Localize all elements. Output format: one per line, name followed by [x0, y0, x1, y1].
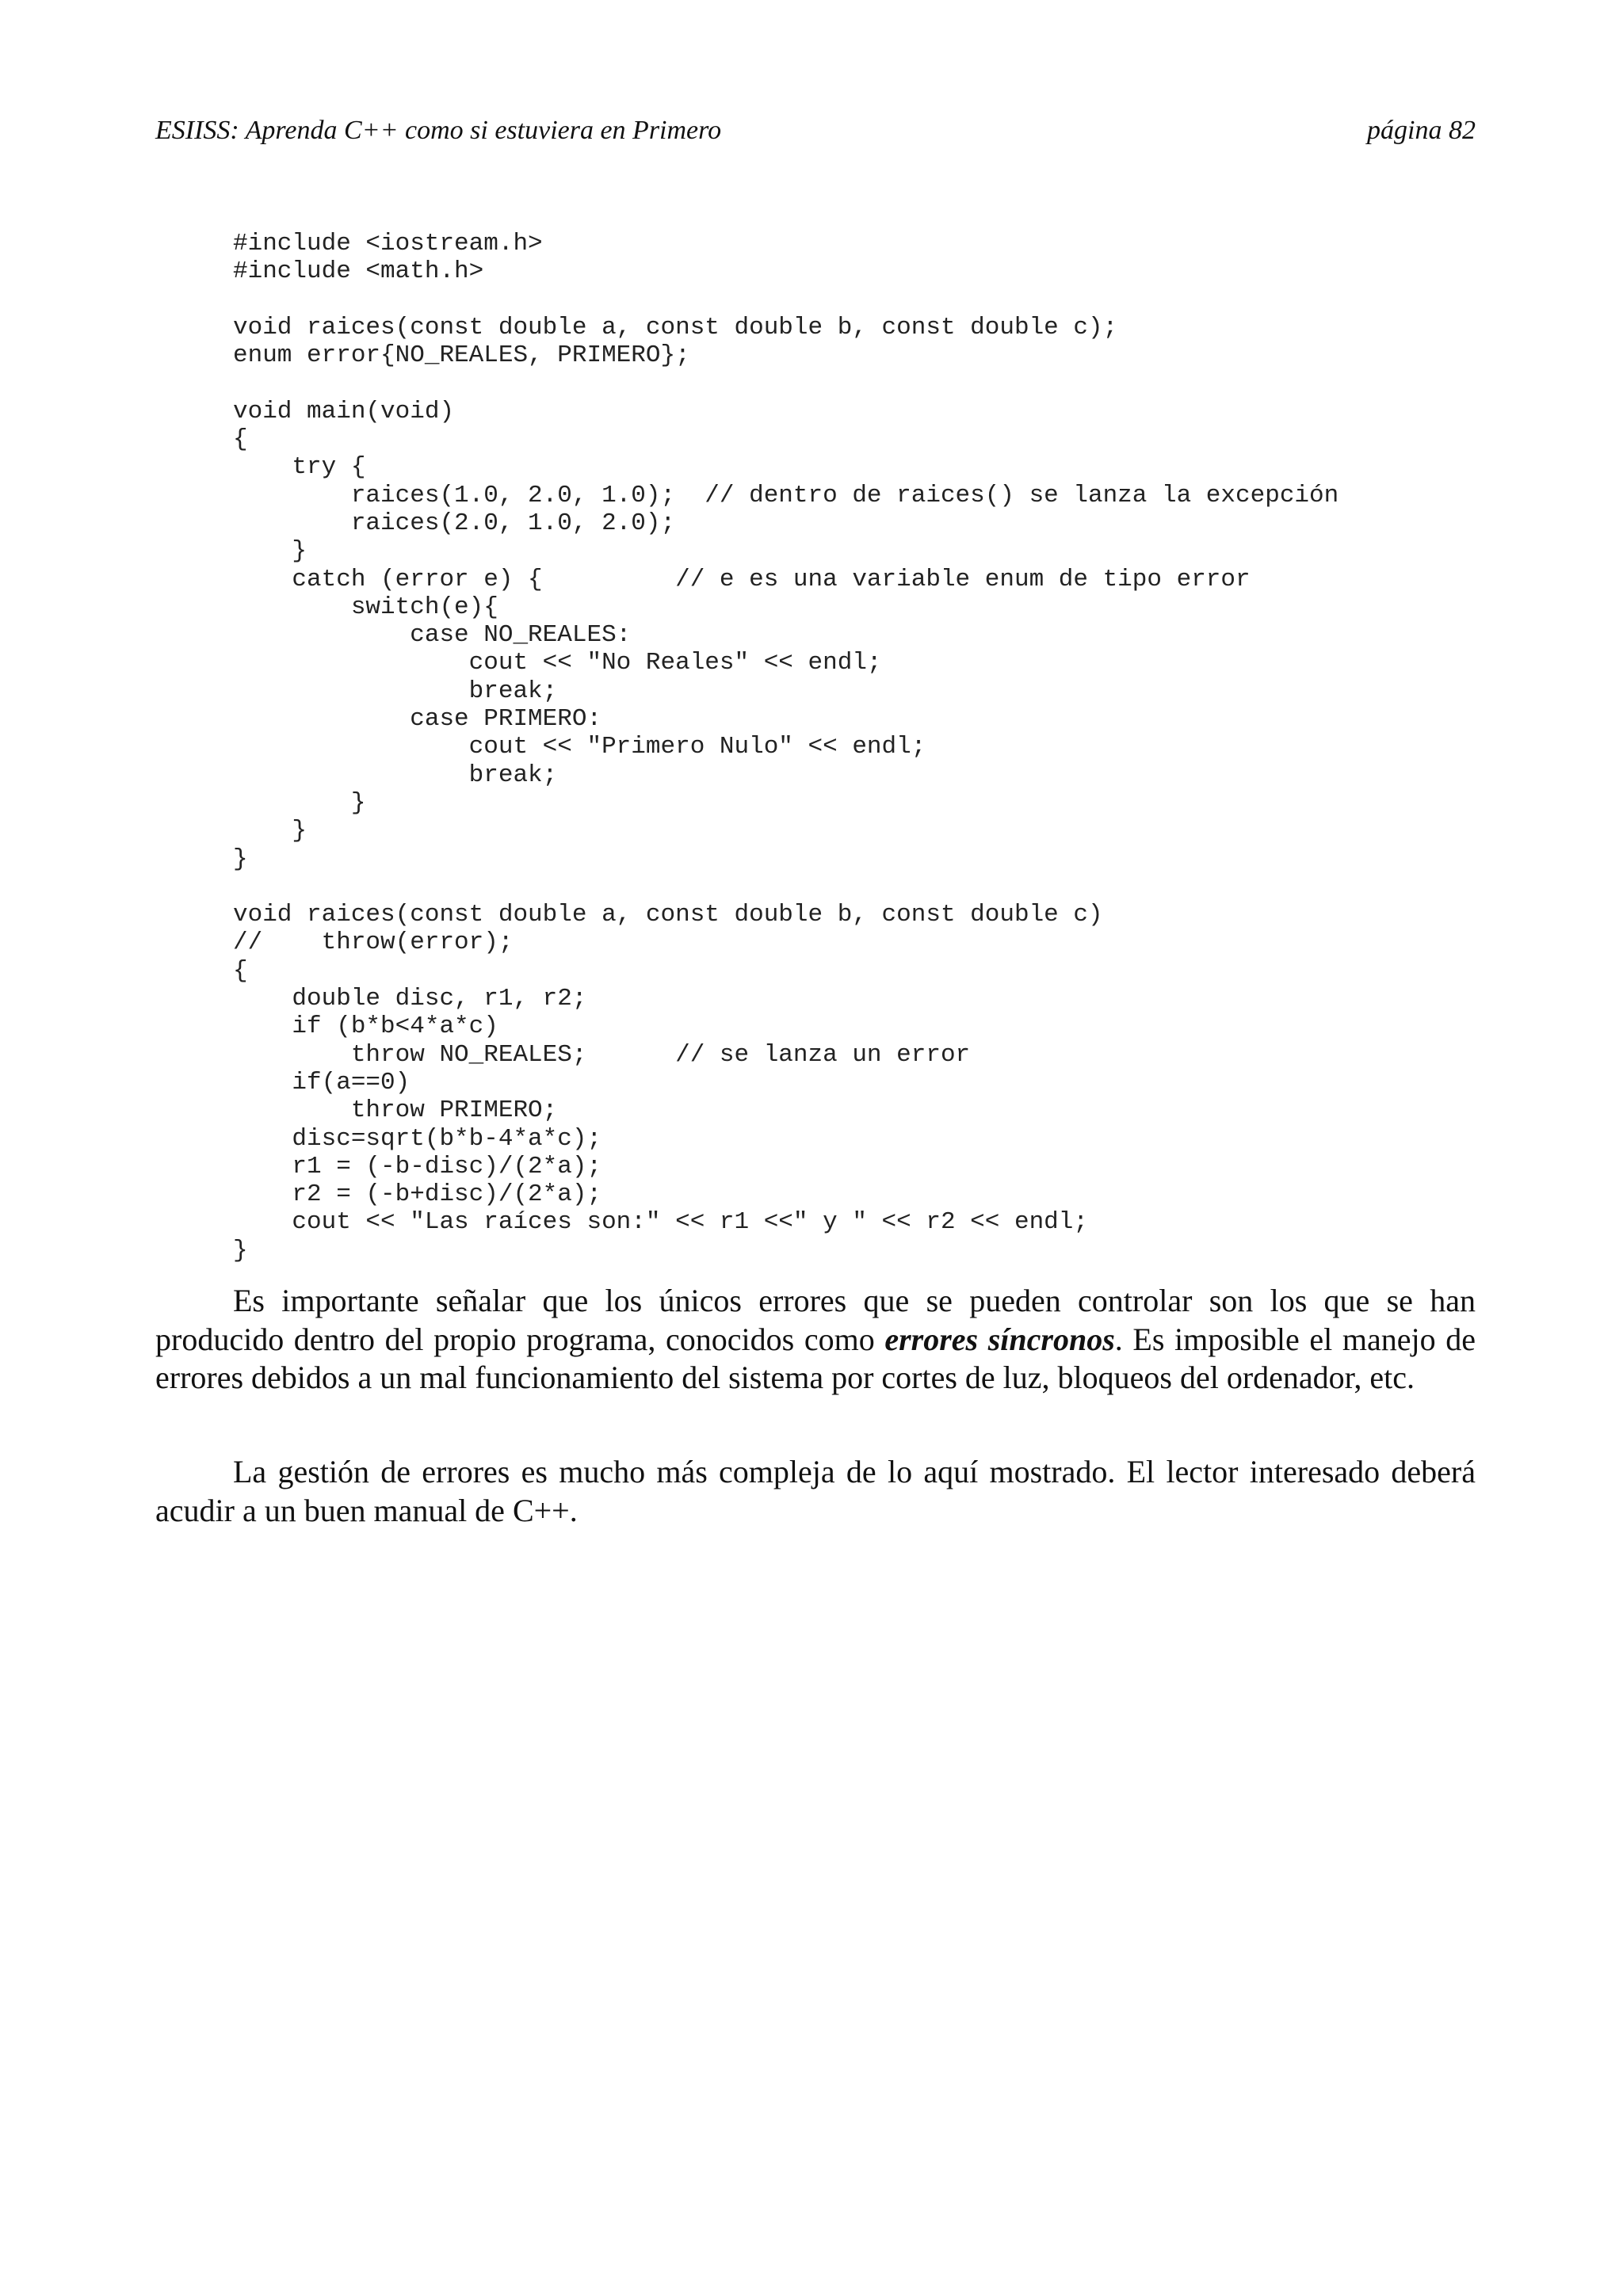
code-line: throw PRIMERO; [233, 1097, 558, 1125]
paragraph-sync-errors [155, 1282, 1476, 1398]
code-line: { [233, 425, 248, 454]
header-title: ESIISS: Aprenda C++ como si estuviera en Primero [155, 116, 722, 145]
code-line: #include <math.h> [233, 257, 484, 286]
code-line: r2 = (-b+disc)/(2*a); [233, 1180, 602, 1209]
emphasized-term: errores síncronos [884, 1321, 1115, 1357]
code-line: cout << "Primero Nulo" << endl; [233, 733, 926, 761]
code-line: { [233, 956, 248, 985]
code-blank-line [233, 873, 1338, 901]
code-line: break; [233, 761, 558, 789]
code-line: } [233, 537, 307, 566]
code-line: // throw(error); [233, 929, 514, 957]
code-line: } [233, 1236, 248, 1264]
page-header [155, 111, 1476, 151]
code-line: } [233, 788, 366, 817]
code-line: switch(e){ [233, 593, 498, 621]
code-line: break; [233, 677, 558, 705]
code-line: case NO_REALES: [233, 621, 632, 650]
paragraph-text: Es importante señalar que los únicos errores que se pueden controlar son los que se han producido dentro del propio programa, conocidos como [155, 1283, 1476, 1357]
code-line: cout << "Las raíces son:" << r1 <<" y " << r2 << endl; [233, 1208, 1088, 1237]
code-line: raices(2.0, 1.0, 2.0); [233, 509, 676, 537]
code-line: throw NO_REALES; // se lanza un error [233, 1040, 971, 1069]
code-line: void raices(const double a, const double b, const double c); [233, 313, 1118, 341]
code-line: cout << "No Reales" << endl; [233, 649, 882, 677]
code-blank-line [233, 369, 1338, 397]
code-line: catch (error e) { // e es una variable enum de tipo error [233, 565, 1251, 593]
code-line: #include <iostream.h> [233, 230, 543, 257]
paragraph-error-management: La gestión de errores es mucho más compleja de lo aquí mostrado. El lector interesado deberá acudir a un buen manual de C++. [155, 1454, 1476, 1528]
page-number: página 82 [1367, 116, 1476, 145]
code-line: double disc, r1, r2; [233, 985, 587, 1013]
code-line: disc=sqrt(b*b-4*a*c); [233, 1124, 602, 1153]
code-blank-line [233, 286, 1338, 314]
code-line: try { [233, 453, 366, 482]
code-line: if(a==0) [233, 1068, 411, 1097]
paragraph-text: . Es imposible el manejo de errores debidos a un mal funcionamiento del sistema por cortes de luz, bloqueos del ordenador, etc. [155, 1321, 1476, 1395]
code-line: enum error{NO_REALES, PRIMERO}; [233, 341, 690, 370]
code-line: void raices(const double a, const double b, const double c) [233, 901, 1103, 929]
code-listing [233, 230, 1338, 1264]
code-line: void main(void) [233, 397, 455, 425]
code-line: if (b*b<4*a*c) [233, 1013, 498, 1041]
code-line: raices(1.0, 2.0, 1.0); // dentro de raices() se lanza la excepción [233, 481, 1339, 509]
code-line: } [233, 845, 248, 873]
code-line: case PRIMERO: [233, 705, 602, 734]
code-line: } [233, 817, 307, 845]
code-line: r1 = (-b-disc)/(2*a); [233, 1152, 602, 1180]
